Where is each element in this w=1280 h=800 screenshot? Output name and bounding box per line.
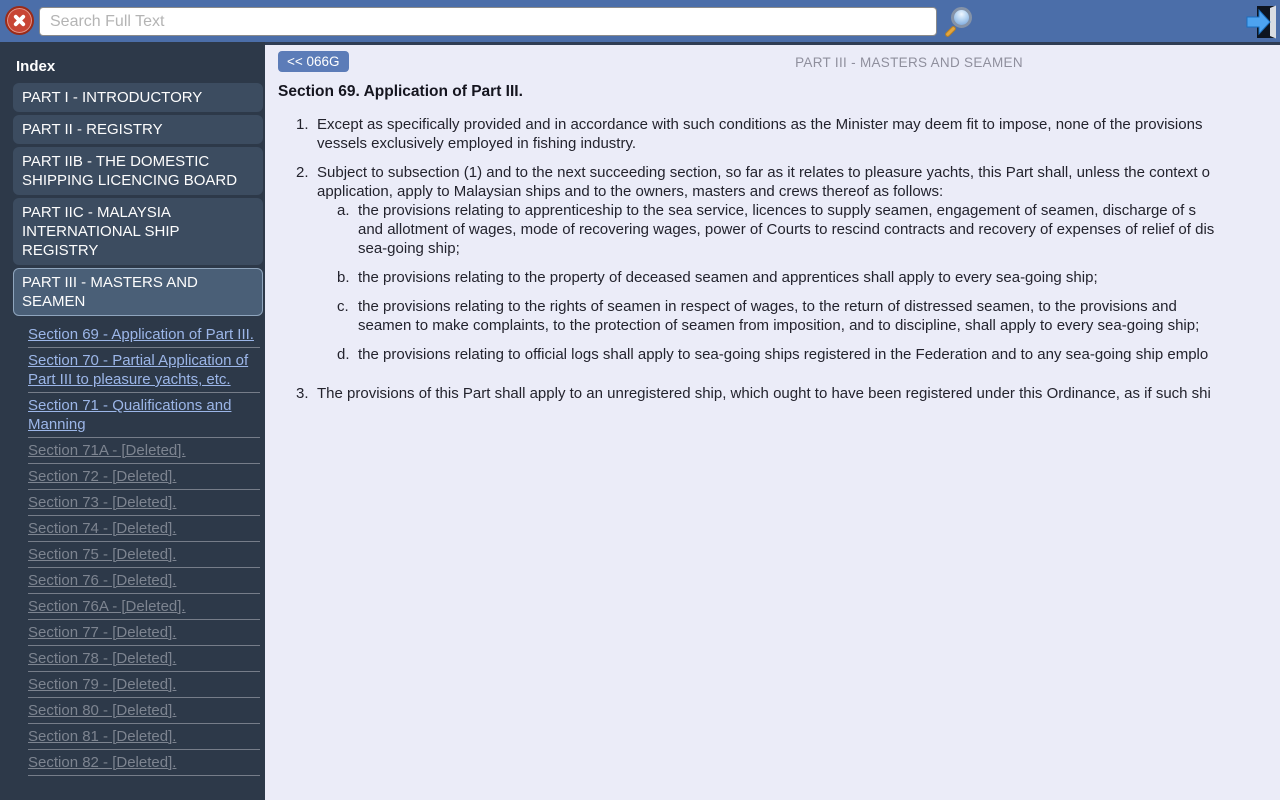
section-link-76[interactable]: Section 76 - [Deleted]. [28,568,260,594]
list-item-2a [317,201,1214,258]
text-line: and allotment of wages, mode of recovering wages, power of Courts to rescind contracts and recovery of expenses of relief of dis [358,221,1215,238]
content-pane [265,45,1280,800]
list-marker: a. [337,202,350,219]
text-line: The provisions of this Part shall apply to an unregistered ship, which ought to have been registered under this Ordinance, as if such shi [317,385,1211,402]
exit-door-icon [1245,4,1278,40]
text-line: seamen to make complaints, to the protection of seamen from imposition, and to discipline, shall apply to every sea-going ship; [358,317,1200,334]
sidebar-item-part-iic[interactable]: PART IIC - MALAYSIA INTERNATIONAL SHIP REGISTRY [13,198,263,265]
section-link-81[interactable]: Section 81 - [Deleted]. [28,724,260,750]
section-link-75[interactable]: Section 75 - [Deleted]. [28,542,260,568]
text-line: Subject to subsection (1) and to the next succeeding section, so far as it relates to pleasure yachts, this Part shall, unless the context o [317,164,1210,181]
sidebar-item-part-i[interactable]: PART I - INTRODUCTORY [13,83,263,112]
sidebar-item-part-iii[interactable]: PART III - MASTERS AND SEAMEN [13,268,263,316]
magnifier-handle [944,25,957,38]
list-item-2b [317,268,1214,287]
text-line: the provisions relating to the property of deceased seamen and apprentices shall apply to every sea-going ship; [358,269,1098,286]
text-line: the provisions relating to official logs shall apply to sea-going ships registered in the Federation and to any sea-going ship emplo [358,346,1209,363]
text-line: application, apply to Malaysian ships and to the owners, masters and crews thereof as follows: [317,183,944,200]
section-link-74[interactable]: Section 74 - [Deleted]. [28,516,260,542]
section-link-79[interactable]: Section 79 - [Deleted]. [28,672,260,698]
magnifier-glass [951,7,972,28]
list-marker: c. [337,298,349,315]
section-link-73[interactable]: Section 73 - [Deleted]. [28,490,260,516]
section-link-71[interactable]: Section 71 - Qualifications and Manning [28,393,260,438]
section-link-71a[interactable]: Section 71A - [Deleted]. [28,438,260,464]
section-link-72[interactable]: Section 72 - [Deleted]. [28,464,260,490]
section-link-70[interactable]: Section 70 - Partial Application of Part III to pleasure yachts, etc. [28,348,260,393]
list-item-3 [265,384,1280,403]
section-link-77[interactable]: Section 77 - [Deleted]. [28,620,260,646]
list-marker: b. [337,269,350,286]
section-link-78[interactable]: Section 78 - [Deleted]. [28,646,260,672]
close-icon [12,13,27,28]
part-header: PART III - MASTERS AND SEAMEN [795,55,1023,70]
sub-list [317,201,1214,364]
list-marker: d. [337,346,350,363]
search-input[interactable] [39,7,937,36]
list-item-2d [317,345,1214,364]
list-marker: 2. [296,164,309,181]
section-link-80[interactable]: Section 80 - [Deleted]. [28,698,260,724]
text-line: vessels exclusively employed in fishing industry. [317,135,637,152]
text-line: the provisions relating to apprenticeship to the sea service, licences to supply seamen, engagement of seamen, discharge of s [358,202,1196,219]
list-marker: 1. [296,116,309,133]
section-link-76a[interactable]: Section 76A - [Deleted]. [28,594,260,620]
list-item-2 [265,163,1280,374]
text-line: Except as specifically provided and in accordance with such conditions as the Minister may deem fit to impose, none of the provisions [317,116,1203,133]
sidebar-item-part-iib[interactable]: PART IIB - THE DOMESTIC SHIPPING LICENCING BOARD [13,147,263,195]
list-item-2c [317,297,1214,335]
list-marker: 3. [296,385,309,402]
close-button[interactable] [5,6,34,35]
page-title: Section 69. Application of Part III. [278,83,523,100]
text-line: the provisions relating to the rights of seamen in respect of wages, to the return of distressed seamen, to the provisions and [358,298,1177,315]
section-link-82[interactable]: Section 82 - [Deleted]. [28,750,260,776]
exit-button[interactable] [1245,4,1278,40]
section-body [265,115,1280,403]
sidebar-heading: Index [16,58,56,75]
back-button[interactable]: << 066G [278,51,349,72]
search-icon[interactable] [943,7,975,38]
section-list [28,322,260,776]
sidebar-item-part-ii[interactable]: PART II - REGISTRY [13,115,263,144]
section-link-69[interactable]: Section 69 - Application of Part III. [28,322,260,348]
top-toolbar [0,0,1280,45]
text-line: sea-going ship; [358,240,460,257]
list-item-1 [265,115,1280,153]
sidebar-index [0,42,265,800]
